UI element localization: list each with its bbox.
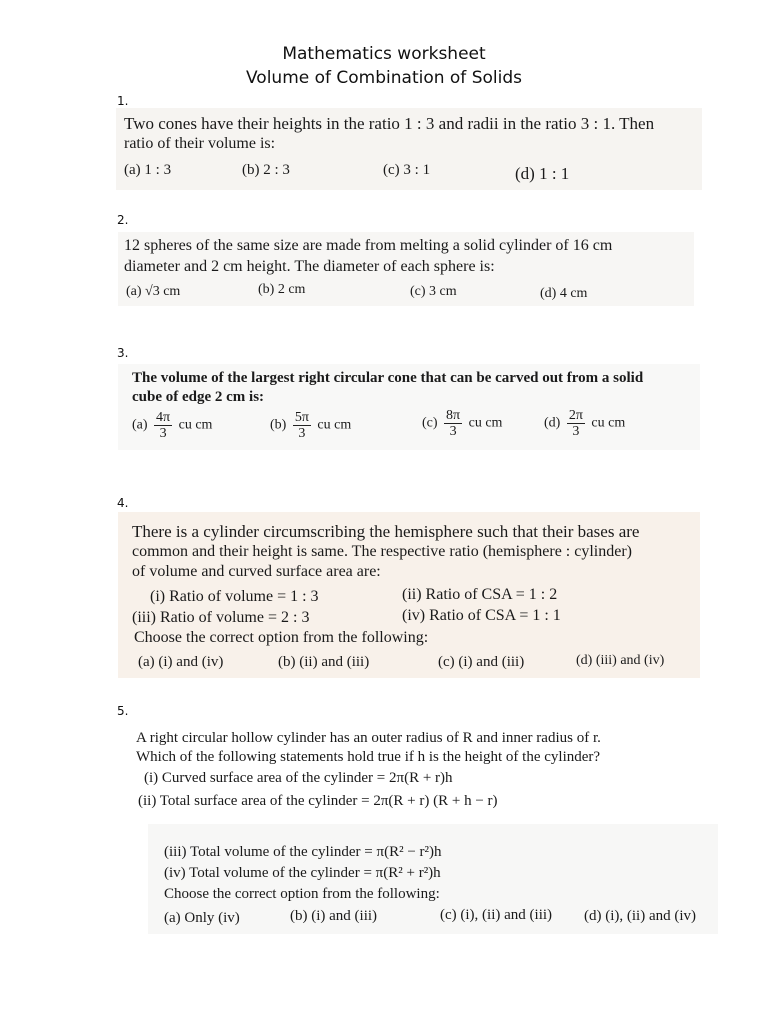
- question-4-line-3: of volume and curved surface area are:: [132, 563, 381, 580]
- numerator: 5π: [294, 410, 309, 425]
- question-3-line-1: The volume of the largest right circular cone that can be carved out from a solid: [132, 370, 644, 386]
- question-3-option-b: [270, 410, 351, 441]
- option-c-label: (c): [422, 415, 438, 431]
- question-4-option-c: (c) (i) and (iii): [438, 654, 525, 670]
- question-2-option-d: (d) 4 cm: [540, 286, 588, 301]
- fraction: [444, 408, 462, 439]
- question-2-option-c: (c) 3 cm: [410, 284, 457, 299]
- question-3-line-2: cube of edge 2 cm is:: [132, 389, 265, 405]
- unit: cu cm: [178, 417, 213, 433]
- question-5-option-a: (a) Only (iv): [164, 910, 240, 926]
- denominator: 3: [449, 424, 457, 439]
- question-5-statement-iii: (iii) Total volume of the cylinder = π(R² − r²)h: [164, 844, 442, 860]
- fraction: [293, 410, 311, 441]
- question-3-option-d: [544, 408, 625, 439]
- question-4-line-2: common and their height is same. The respective ratio (hemisphere : cylinder): [132, 543, 632, 560]
- question-4-prompt: Choose the correct option from the following:: [134, 629, 429, 646]
- question-5-statement-iv: (iv) Total volume of the cylinder = π(R² + r²)h: [164, 865, 441, 881]
- question-5-image-top: [118, 722, 700, 824]
- question-3-option-c: [422, 408, 502, 439]
- question-5-prompt: Choose the correct option from the following:: [164, 886, 440, 902]
- unit: cu cm: [591, 415, 626, 431]
- question-3-number: 3.: [117, 346, 129, 360]
- question-5-statement-ii: (ii) Total surface area of the cylinder = 2π(R + r) (R + h − r): [138, 793, 498, 809]
- option-d-label: (d): [544, 415, 561, 431]
- question-1-number: 1.: [117, 94, 129, 108]
- question-5-statement-i: (i) Curved surface area of the cylinder = 2π(R + r)h: [144, 770, 453, 786]
- fraction: [567, 408, 585, 439]
- unit: cu cm: [468, 415, 503, 431]
- denominator: 3: [298, 426, 306, 441]
- question-2-option-a: (a) √3 cm: [126, 284, 181, 299]
- question-4-image: [118, 512, 700, 678]
- question-4-number: 4.: [117, 496, 129, 510]
- question-5-line-2: Which of the following statements hold true if h is the height of the cylinder?: [136, 749, 601, 765]
- question-5-number: 5.: [117, 704, 129, 718]
- question-1-line-1: Two cones have their heights in the ratio 1 : 3 and radii in the ratio 3 : 1. Then: [124, 114, 655, 133]
- denominator: 3: [159, 426, 167, 441]
- question-1-option-b: (b) 2 : 3: [242, 162, 290, 178]
- question-1-option-d: (d) 1 : 1: [515, 164, 570, 183]
- question-2-number: 2.: [117, 213, 129, 227]
- worksheet-title: Mathematics worksheet: [282, 44, 486, 64]
- question-5-image-bottom: [148, 824, 718, 934]
- question-4-line-1: There is a cylinder circumscribing the hemisphere such that their bases are: [132, 522, 640, 541]
- numerator: 8π: [446, 408, 461, 423]
- question-5-option-c: (c) (i), (ii) and (iii): [440, 907, 553, 923]
- option-a-label: (a): [132, 417, 148, 433]
- option-b-label: (b): [270, 417, 287, 433]
- question-1-image: [116, 108, 702, 190]
- question-2-image: [118, 232, 694, 306]
- fraction: [154, 410, 172, 441]
- question-4-statement-iii: (iii) Ratio of volume = 2 : 3: [132, 609, 310, 626]
- numerator: 4π: [156, 410, 171, 425]
- question-4-statement-ii: (ii) Ratio of CSA = 1 : 2: [402, 586, 558, 603]
- denominator: 3: [572, 424, 580, 439]
- question-3-image: [118, 364, 700, 450]
- worksheet-subtitle: Volume of Combination of Solids: [245, 68, 522, 88]
- question-5-option-d: (d) (i), (ii) and (iv): [584, 908, 697, 924]
- question-4-option-b: (b) (ii) and (iii): [278, 654, 370, 670]
- question-1-option-c: (c) 3 : 1: [383, 162, 431, 178]
- unit: cu cm: [317, 417, 352, 433]
- question-4-option-d: (d) (iii) and (iv): [576, 653, 665, 668]
- numerator: 2π: [568, 408, 583, 423]
- question-2-line-2: diameter and 2 cm height. The diameter of each sphere is:: [124, 258, 495, 275]
- question-1-option-a: (a) 1 : 3: [124, 162, 172, 178]
- question-4-statement-iv: (iv) Ratio of CSA = 1 : 1: [402, 607, 561, 624]
- question-4-option-a: (a) (i) and (iv): [138, 654, 224, 670]
- question-2-line-1: 12 spheres of the same size are made from melting a solid cylinder of 16 cm: [124, 237, 613, 254]
- question-1-line-2: ratio of their volume is:: [124, 135, 276, 152]
- question-4-statement-i: (i) Ratio of volume = 1 : 3: [150, 588, 319, 605]
- question-5-line-1: A right circular hollow cylinder has an outer radius of R and inner radius of r.: [136, 730, 601, 746]
- question-2-option-b: (b) 2 cm: [258, 282, 306, 297]
- question-3-option-a: [132, 410, 212, 441]
- question-5-option-b: (b) (i) and (iii): [290, 908, 378, 924]
